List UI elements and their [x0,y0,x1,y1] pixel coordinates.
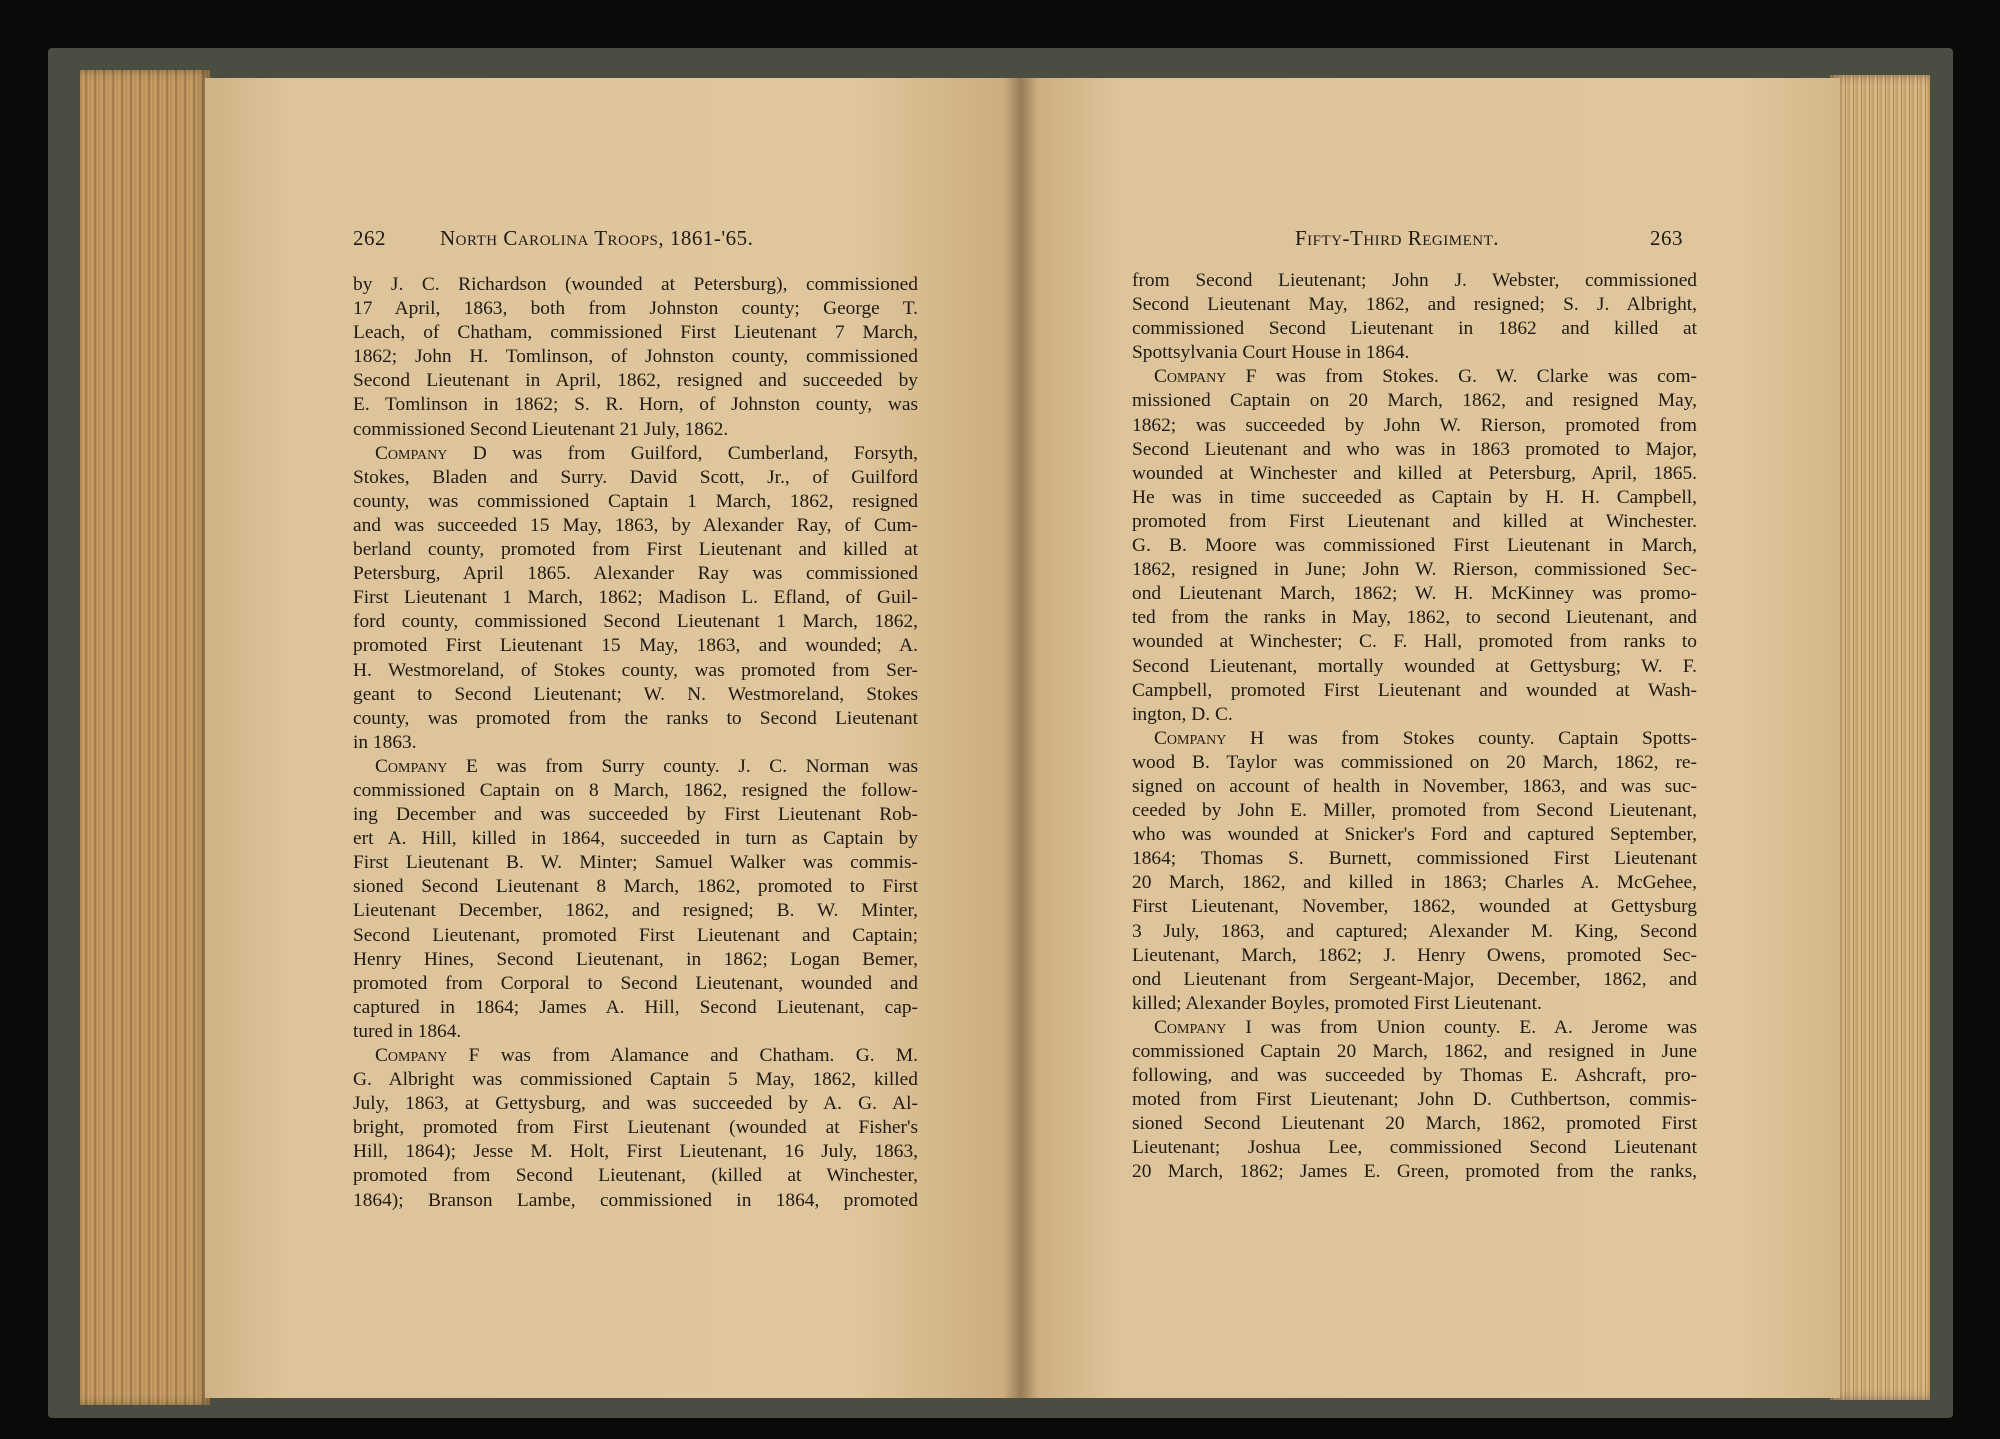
text-line: 20 March, 1862; James E. Green, promoted from the ranks, [1132,1161,1697,1183]
text-line: and was succeeded 15 May, 1863, by Alexander Ray, of Cum- [353,514,918,536]
text-line: July, 1863, at Gettysburg, and was succeeded by A. G. Al- [353,1093,918,1115]
text-line: He was in time succeeded as Captain by H. H. Campbell, [1132,486,1697,508]
text-line: 20 March, 1862, and killed in 1863; Charles A. McGehee, [1132,872,1697,894]
text-line: county, was promoted from the ranks to Second Lieutenant [353,707,918,729]
text-line: 1862, resigned in June; John W. Rierson, commissioned Sec- [1132,559,1697,581]
text-line: captured in 1864; James A. Hill, Second Lieutenant, cap- [353,996,918,1018]
text-line: H. Westmoreland, of Stokes county, was promoted from Ser- [353,659,918,681]
text-line: Company H was from Stokes county. Captain Spotts- [1154,727,1697,749]
text-line: missioned Captain on 20 March, 1862, and resigned May, [1132,390,1697,412]
text-line: 17 April, 1863, both from Johnston county; George T. [353,298,918,320]
right-page-number: 263 [1650,226,1683,250]
text-line: killed; Alexander Boyles, promoted First Lieutenant. [1132,992,1542,1014]
text-line: Lieutenant; Joshua Lee, commissioned Second Lieutenant [1132,1137,1697,1159]
text-line: Company I was from Union county. E. A. Jerome was [1154,1016,1697,1038]
text-line: 1862; was succeeded by John W. Rierson, promoted from [1132,414,1697,436]
text-line: Second Lieutenant, promoted First Lieutenant and Captain; [353,924,918,946]
text-line: ond Lieutenant March, 1862; W. H. McKinney was promo- [1132,583,1697,605]
text-line: sioned Second Lieutenant 8 March, 1862, promoted to First [353,876,918,898]
text-line: berland county, promoted from First Lieutenant and killed at [353,539,918,561]
text-line: bright, promoted from First Lieutenant (wounded at Fisher's [353,1117,918,1139]
text-line: E. Tomlinson in 1862; S. R. Horn, of Johnston county, was [353,394,918,416]
text-line: Spottsylvania Court House in 1864. [1132,342,1410,364]
text-line: promoted from First Lieutenant and killed at Winchester. [1132,510,1697,532]
right-page [1020,78,1840,1398]
text-line: commissioned Second Lieutenant in 1862 and killed at [1132,318,1697,340]
text-line: Henry Hines, Second Lieutenant, in 1862; Logan Bemer, [353,948,918,970]
text-line: Company E was from Surry county. J. C. Norman was [375,755,918,777]
text-line: ond Lieutenant from Sergeant-Major, December, 1862, and [1132,968,1697,990]
left-running-head: North Carolina Troops, 1861-'65. [440,226,754,250]
text-line: G. B. Moore was commissioned First Lieutenant in March, [1132,535,1697,557]
text-line: commissioned Captain on 8 March, 1862, resigned the follow- [353,779,918,801]
text-line: G. Albright was commissioned Captain 5 May, 1862, killed [353,1069,918,1091]
text-line: Company D was from Guilford, Cumberland, Forsyth, [375,442,918,464]
right-page-body [1132,269,1697,1185]
text-line: Company F was from Stokes. G. W. Clarke was com- [1154,366,1697,388]
right-running-head: Fifty-Third Regiment. [1295,226,1499,250]
text-line: county, was commissioned Captain 1 March, 1862, resigned [353,490,918,512]
text-line: sioned Second Lieutenant 20 March, 1862, promoted First [1132,1113,1697,1135]
text-line: wounded at Winchester and killed at Petersburg, April, 1865. [1132,462,1697,484]
text-line: Second Lieutenant in April, 1862, resigned and succeeded by [353,370,918,392]
left-page-body [353,273,918,1213]
text-line: Campbell, promoted First Lieutenant and wounded at Wash- [1132,679,1697,701]
text-line: by J. C. Richardson (wounded at Petersburg), commissioned [353,274,918,295]
text-line: Second Lieutenant, mortally wounded at Gettysburg; W. F. [1132,655,1697,677]
book-gutter [1004,78,1038,1398]
text-line: commissioned Captain 20 March, 1862, and resigned in June [1132,1041,1697,1062]
text-line: signed on account of health in November, 1863, and was suc- [1132,775,1697,797]
text-line: Hill, 1864); Jesse M. Holt, First Lieutenant, 16 July, 1863, [353,1141,918,1163]
text-line: Lieutenant December, 1862, and resigned; B. W. Minter, [353,900,918,922]
text-line: Second Lieutenant May, 1862, and resigned; S. J. Albright, [1132,294,1697,316]
text-line: ert A. Hill, killed in 1864, succeeded in turn as Captain by [353,828,918,850]
text-line: Leach, of Chatham, commissioned First Lieutenant 7 March, [353,322,918,344]
text-line: First Lieutenant, November, 1862, wounded at Gettysburg [1132,896,1697,918]
text-line: promoted from Corporal to Second Lieutenant, wounded and [353,972,918,994]
text-line: wounded at Winchester; C. F. Hall, promoted from ranks to [1132,631,1697,653]
left-page [205,78,1020,1398]
right-page-edges [1830,75,1930,1400]
text-line: Stokes, Bladen and Surry. David Scott, Jr., of Guilford [353,466,918,488]
text-line: commissioned Second Lieutenant 21 July, 1862. [353,418,729,440]
text-line: 1864); Branson Lambe, commissioned in 1864, promoted [353,1189,918,1211]
text-line: ington, D. C. [1132,703,1233,725]
text-line: Company F was from Alamance and Chatham. G. M. [375,1045,918,1066]
text-line: Second Lieutenant and who was in 1863 promoted to Major, [1132,438,1697,460]
text-line: First Lieutenant 1 March, 1862; Madison L. Efland, of Guil- [353,587,918,609]
text-line: Petersburg, April 1865. Alexander Ray was commissioned [353,563,918,585]
text-line: ford county, commissioned Second Lieutenant 1 March, 1862, [353,611,918,633]
text-line: 1862; John H. Tomlinson, of Johnston county, commissioned [353,346,918,368]
text-line: who was wounded at Snicker's Ford and captured September, [1132,824,1697,846]
text-line: moted from First Lieutenant; John D. Cuthbertson, commis- [1132,1089,1697,1111]
text-line: promoted from Second Lieutenant, (killed at Winchester, [353,1165,918,1187]
text-line: following, and was succeeded by Thomas E. Ashcraft, pro- [1132,1065,1697,1087]
text-line: ceeded by John E. Miller, promoted from Second Lieutenant, [1132,800,1697,822]
text-line: Lieutenant, March, 1862; J. Henry Owens, promoted Sec- [1132,944,1697,966]
text-line: ing December and was succeeded by First Lieutenant Rob- [353,804,918,826]
text-line: First Lieutenant B. W. Minter; Samuel Walker was commis- [353,852,918,874]
text-line: wood B. Taylor was commissioned on 20 March, 1862, re- [1132,751,1697,773]
text-line: geant to Second Lieutenant; W. N. Westmoreland, Stokes [353,683,918,705]
text-line: tured in 1864. [353,1020,462,1042]
text-line: promoted First Lieutenant 15 May, 1863, and wounded; A. [353,635,918,657]
text-line: 1864; Thomas S. Burnett, commissioned First Lieutenant [1132,848,1697,870]
left-page-edges [80,70,210,1405]
left-page-number: 262 [353,226,386,250]
text-line: in 1863. [353,731,417,753]
text-line: from Second Lieutenant; John J. Webster, commissioned [1132,270,1697,291]
text-line: 3 July, 1863, and captured; Alexander M. King, Second [1132,920,1697,942]
text-line: ted from the ranks in May, 1862, to second Lieutenant, and [1132,607,1697,629]
